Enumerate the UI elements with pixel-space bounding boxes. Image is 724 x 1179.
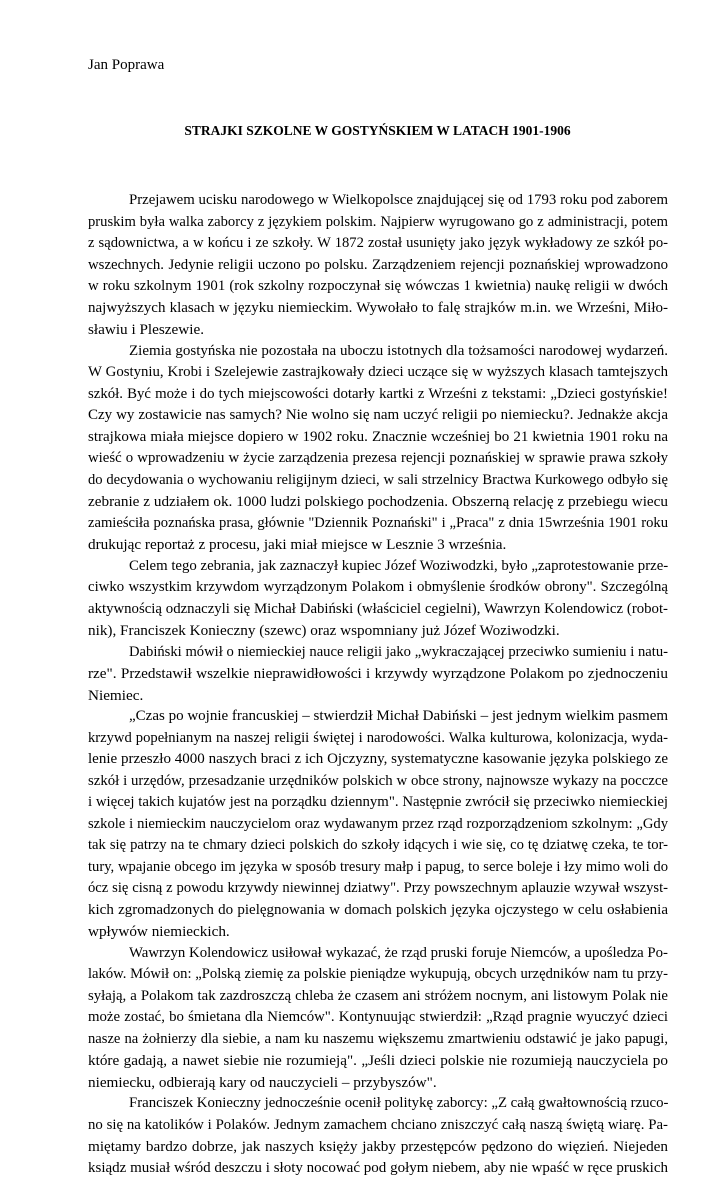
paragraph: [88, 642, 668, 707]
text-line: nik), Franciszek Konieczny (szewc) oraz wspomniany już Józef Woziwodzki.: [88, 620, 668, 642]
text-line: wszechnych. Jedynie religii uczono po polsku. Zarządzeniem rejencji poznańskiej wprowadzono: [88, 255, 668, 277]
paragraph: [88, 943, 668, 1094]
text-line: rze". Przedstawił wszelkie nieprawidłowości i krzywdy wyrządzone Polakom po zjednoczeniu: [88, 663, 668, 685]
text-line: tak się patrzy na te chmary dzieci polskich do szkoły idących i wie się, co tę dziatwę czeka, te tor-: [88, 835, 668, 857]
text-line: wieść o wprowadzeniu w życie zarządzenia prezesa rejencji poznańskiej w sprawie prawa szkoły: [88, 448, 668, 470]
text-line: syłają, a Polakom tak zazdroszczą chleba że czasem ani stróżem nocnym, ani listowym Polak nie: [88, 986, 668, 1008]
text-line: w roku szkolnym 1901 (rok szkolny rozpoczynał się wówczas 1 kwietnia) naukę religii w dwóch: [88, 276, 668, 298]
paragraph: [88, 1093, 668, 1179]
text-line: do decydowania o wychowaniu religijnym dzieci, w sali strzelnicy Bractwa Kurkowego odbyło się: [88, 470, 668, 492]
text-line: ksiądz musiał wśród deszczu i słoty nocować pod gołym niebem, aby nie wpaść w ręce pruskich: [88, 1158, 668, 1179]
text-line: ciwko wszystkim krzywdom wyrządzonym Polakom i obmyślenie środków obrony". Szczególną: [88, 577, 668, 599]
text-line: Przejawem ucisku narodowego w Wielkopolsce znajdującej się od 1793 roku pod zaborem: [88, 190, 668, 212]
text-line: Franciszek Konieczny jednocześnie ocenił politykę zaborcy: „Z całą gwałtownością rzuco-: [88, 1093, 668, 1115]
text-line: Niemiec.: [88, 685, 668, 707]
text-line: szkół. Być może i do tych miejscowości dotarły kartki z Wrześni z tekstami: „Dzieci gostyńskie!: [88, 384, 668, 406]
text-line: i więcej takich kujatów jest na porządku dziennym". Następnie zwrócił się przeciwko niemieckiej: [88, 792, 668, 814]
text-line: najwyższych klasach w języku niemieckim. Wywołało to falę strajków m.in. we Wrześni, Miło-: [88, 298, 668, 320]
text-line: aktywnością odznaczyli się Michał Dabiński (właściciel cegielni), Wawrzyn Kolendowicz (robot-: [88, 599, 668, 621]
text-line: wpływów niemieckich.: [88, 921, 668, 943]
text-line: strajkowa miała miejsce dopiero w 1902 roku. Znacznie wcześniej bo 21 kwietnia 1901 roku na: [88, 427, 668, 449]
text-line: ócz się cisną z powodu krzywdy niewinnej dziatwy". Przy powszechnym aplauzie wzywał wszyst-: [88, 878, 668, 900]
text-line: Wawrzyn Kolendowicz usiłował wykazać, że rząd pruski foruje Niemców, a upośledza Po-: [88, 943, 668, 965]
text-line: nasze na żołnierzy dla siebie, a nam ku naszemu większemu zmartwieniu odstawić je jako papugi,: [88, 1029, 668, 1051]
text-line: Ziemia gostyńska nie pozostała na uboczu istotnych dla tożsamości narodowej wydarzeń.: [88, 341, 668, 363]
text-line: niemiecku, odbierają kary od nauczycieli – przybyszów".: [88, 1072, 668, 1094]
text-line: szkół i urzędów, przesadzanie urzędników polskich w obce strony, najnowsze wykazy na pocczce: [88, 771, 668, 793]
text-line: sławiu i Pleszewie.: [88, 319, 668, 341]
text-line: laków. Mówił on: „Polską ziemię za polskie pieniądze wykupują, obcych urzędników nam tu przy-: [88, 964, 668, 986]
text-line: pruskim była walka zaborcy z językiem polskim. Najpierw wyrugowano go z administracji, potem: [88, 212, 668, 234]
text-line: zamieściła poznańska prasa, głównie "Dziennik Poznański" i „Praca" z dnia 15września 1901 roku: [88, 513, 668, 535]
text-line: Czy wy zostawicie nas samych? Nie wolno się nam uczyć religii po niemiecku?. Jednakże akcja: [88, 405, 668, 427]
paragraph: [88, 190, 668, 341]
text-line: no się na katolików i Polaków. Jednym zamachem chciano zniszczyć całą naszą świętą wiarę. Pa-: [88, 1115, 668, 1137]
text-line: lenie przeszło 4000 naszych braci z ich Ojczyzny, systematyczne kasowanie języka polskiego ze: [88, 749, 668, 771]
text-line: miętamy bardzo dobrze, jak naszych księży jakby przestępców pędzono do więzień. Niejeden: [88, 1136, 668, 1158]
text-line: może zostać, bo śmietana dla Niemców". Kontynuując stwierdził: „Rząd pragnie wyuczyć dzieci: [88, 1007, 668, 1029]
text-line: tury, wpajanie obcego im języka w sposób tresury małp i papug, to serce boleje i łzy mimo woli do: [88, 857, 668, 879]
text-line: które gadają, a nawet siebie nie rozumieją". „Jeśli dzieci polskie nie rozumieją nauczyciela po: [88, 1050, 668, 1072]
paragraph: [88, 556, 668, 642]
paragraph: [88, 706, 668, 943]
text-line: W Gostyniu, Krobi i Szelejewie zastrajkowały dzieci uczące się w wyższych klasach tamtejszych: [88, 362, 668, 384]
text-line: „Czas po wojnie francuskiej – stwierdził Michał Dabiński – jest jednym wielkim pasmem: [88, 706, 668, 728]
text-line: z sądownictwa, a w końcu i ze szkoły. W 1872 został usunięty jako język wykładowy ze szkół po-: [88, 233, 668, 255]
text-line: Dabiński mówił o niemieckiej nauce religii jako „wykraczającej przeciwko sumieniu i natu-: [88, 642, 668, 664]
text-line: kich zgromadzonych do pielęgnowania w domach polskich języka ojczystego w celu osłabienia: [88, 900, 668, 922]
text-line: zebranie z udziałem ok. 1000 ludzi polskiego pochodzenia. Obszerną relację z przebiegu wiecu: [88, 491, 668, 513]
text-line: szkole i niemieckim nauczycielom oraz wydawanym przez rząd rozporządzeniom szkolnym: „Gdy: [88, 814, 668, 836]
author-name: Jan Poprawa: [88, 56, 164, 75]
text-line: drukując reportaż z procesu, jaki miał miejsce w Lesznie 3 września.: [88, 534, 668, 556]
text-line: krzywd popełnianym na naszej religii świętej i narodowości. Walka kulturowa, kolonizacja, wyda-: [88, 728, 668, 750]
paragraph: [88, 341, 668, 556]
body-text: [88, 190, 668, 1179]
document-title: STRAJKI SZKOLNE W GOSTYŃSKIEM W LATACH 1901-1906: [88, 121, 667, 140]
text-line: Celem tego zebrania, jak zaznaczył kupiec Józef Woziwodzki, było „zaprotestowanie prze-: [88, 556, 668, 578]
